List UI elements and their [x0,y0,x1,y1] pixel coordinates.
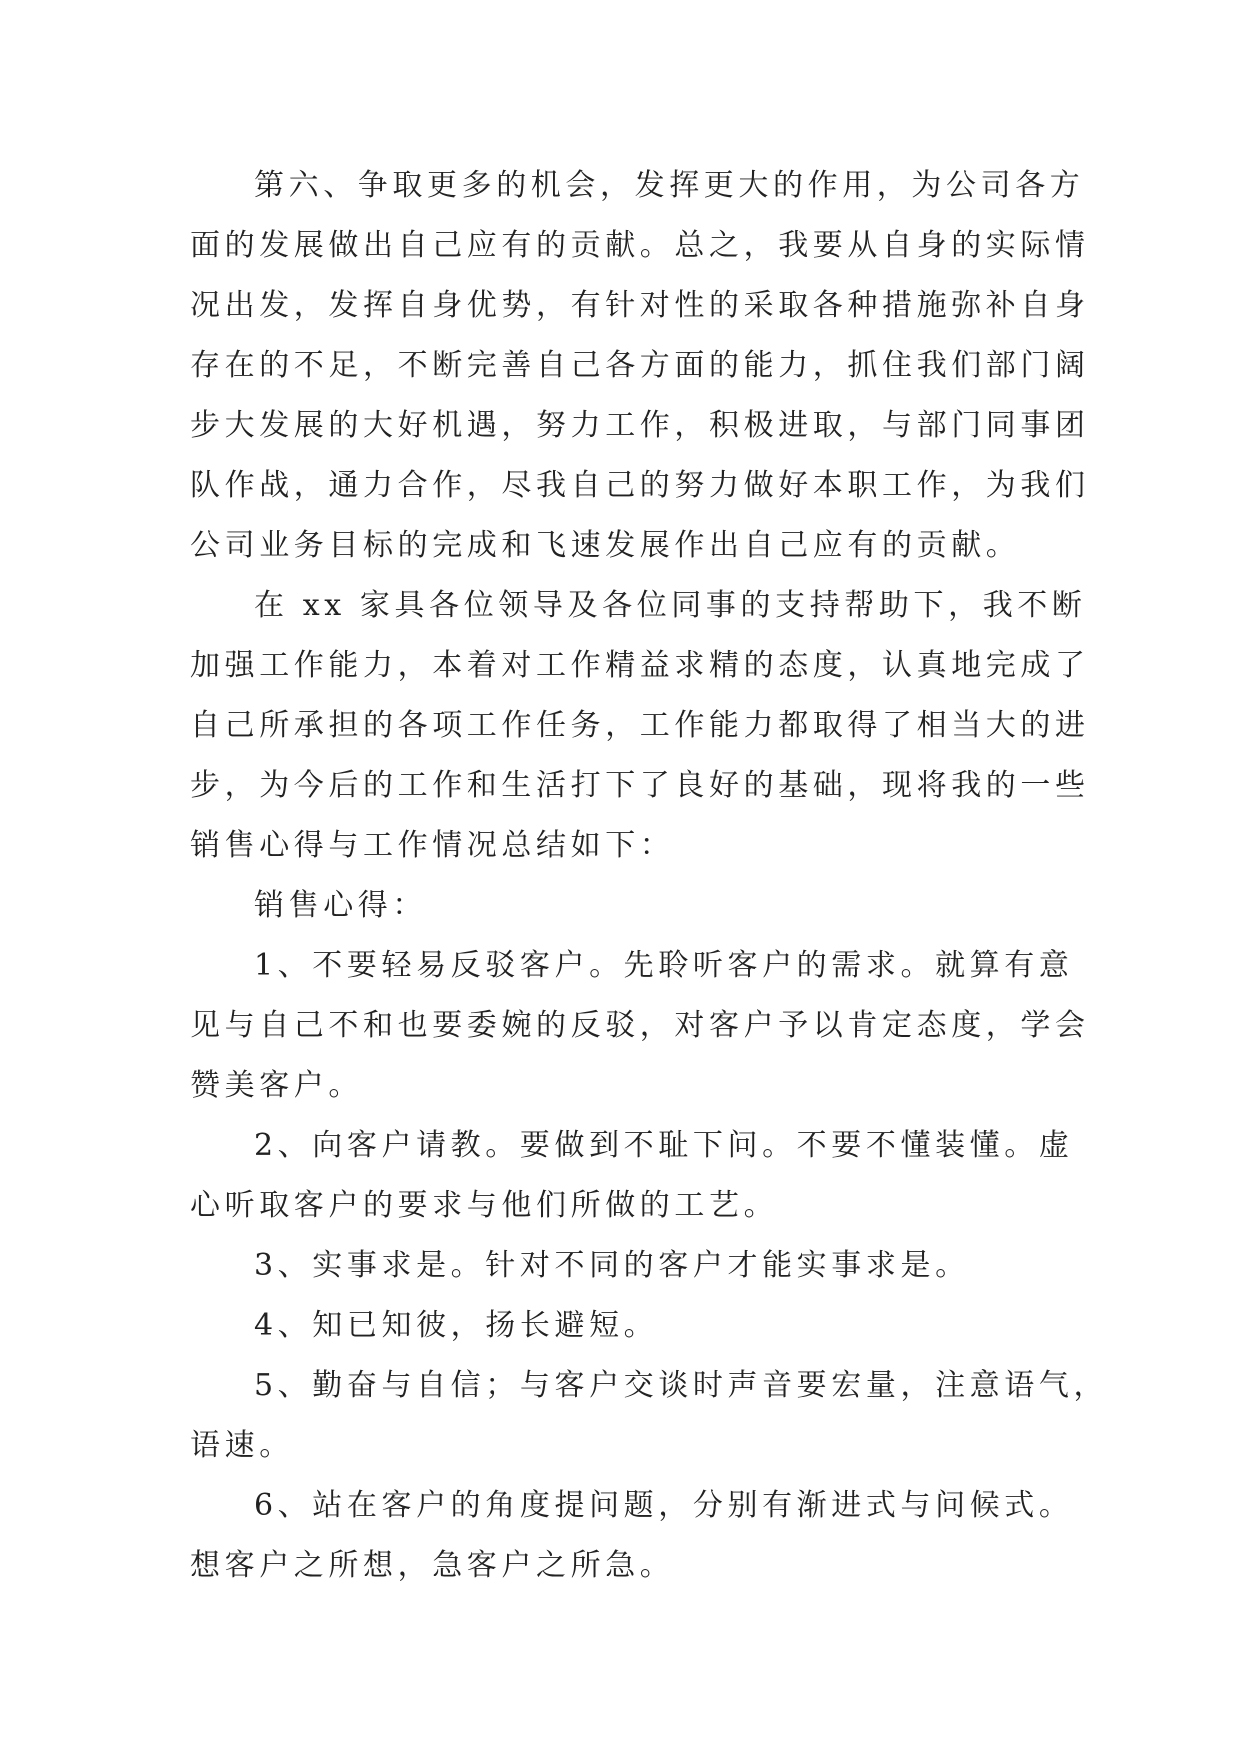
paragraph [190,576,1090,876]
text-line: 销售心得与工作情况总结如下： [190,828,675,863]
text-line: 在 xx 家具各位领导及各位同事的支持帮助下，我不断 [254,588,1087,623]
text-line: 队作战，通力合作，尽我自己的努力做好本职工作，为我们 [190,468,1090,503]
text-line: 6、站在客户的角度提问题，分别有渐进式与问候式。 [254,1488,1074,1523]
text-line: 3、实事求是。针对不同的客户才能实事求是。 [254,1248,970,1283]
section-heading [190,876,1070,936]
text-line: 想客户之所想，急客户之所急。 [190,1548,675,1583]
text-line: 第六、争取更多的机会，发挥更大的作用，为公司各方 [254,168,1085,203]
text-line: 5、勤奋与自信；与客户交谈时声音要宏量，注意语气， [254,1368,1109,1403]
text-line: 赞美客户。 [190,1068,363,1103]
text-line: 销售心得： [254,888,427,923]
text-line: 加强工作能力，本着对工作精益求精的态度，认真地完成了 [190,648,1090,683]
list-item [190,1296,1070,1356]
list-item [190,1236,1070,1296]
text-line: 自己所承担的各项工作任务，工作能力都取得了相当大的进 [190,708,1090,743]
text-line: 面的发展做出自己应有的贡献。总之，我要从自身的实际情 [190,228,1090,263]
text-line: 公司业务目标的完成和飞速发展作出自己应有的贡献。 [190,528,1021,563]
text-line: 步大发展的大好机遇，努力工作，积极进取，与部门同事团 [190,408,1090,443]
list-item [190,1476,1074,1596]
text-line: 步，为今后的工作和生活打下了良好的基础，现将我的一些 [190,768,1090,803]
list-item [190,936,1090,1116]
paragraph [190,156,1090,576]
document-body [190,156,1109,1596]
text-line: 4、知已知彼，扬长避短。 [254,1308,659,1343]
text-line: 1、不要轻易反驳客户。先聆听客户的需求。就算有意 [254,948,1074,983]
list-item [190,1116,1074,1236]
text-line: 2、向客户请教。要做到不耻下问。不要不懂装懂。虚 [254,1128,1074,1163]
list-item [190,1356,1109,1476]
text-line: 况出发，发挥自身优势，有针对性的采取各种措施弥补自身 [190,288,1090,323]
text-line: 见与自己不和也要委婉的反驳，对客户予以肯定态度，学会 [190,1008,1090,1043]
text-line: 语速。 [190,1428,294,1463]
text-line: 心听取客户的要求与他们所做的工艺。 [190,1188,779,1223]
text-line: 存在的不足，不断完善自己各方面的能力，抓住我们部门阔 [190,348,1090,383]
